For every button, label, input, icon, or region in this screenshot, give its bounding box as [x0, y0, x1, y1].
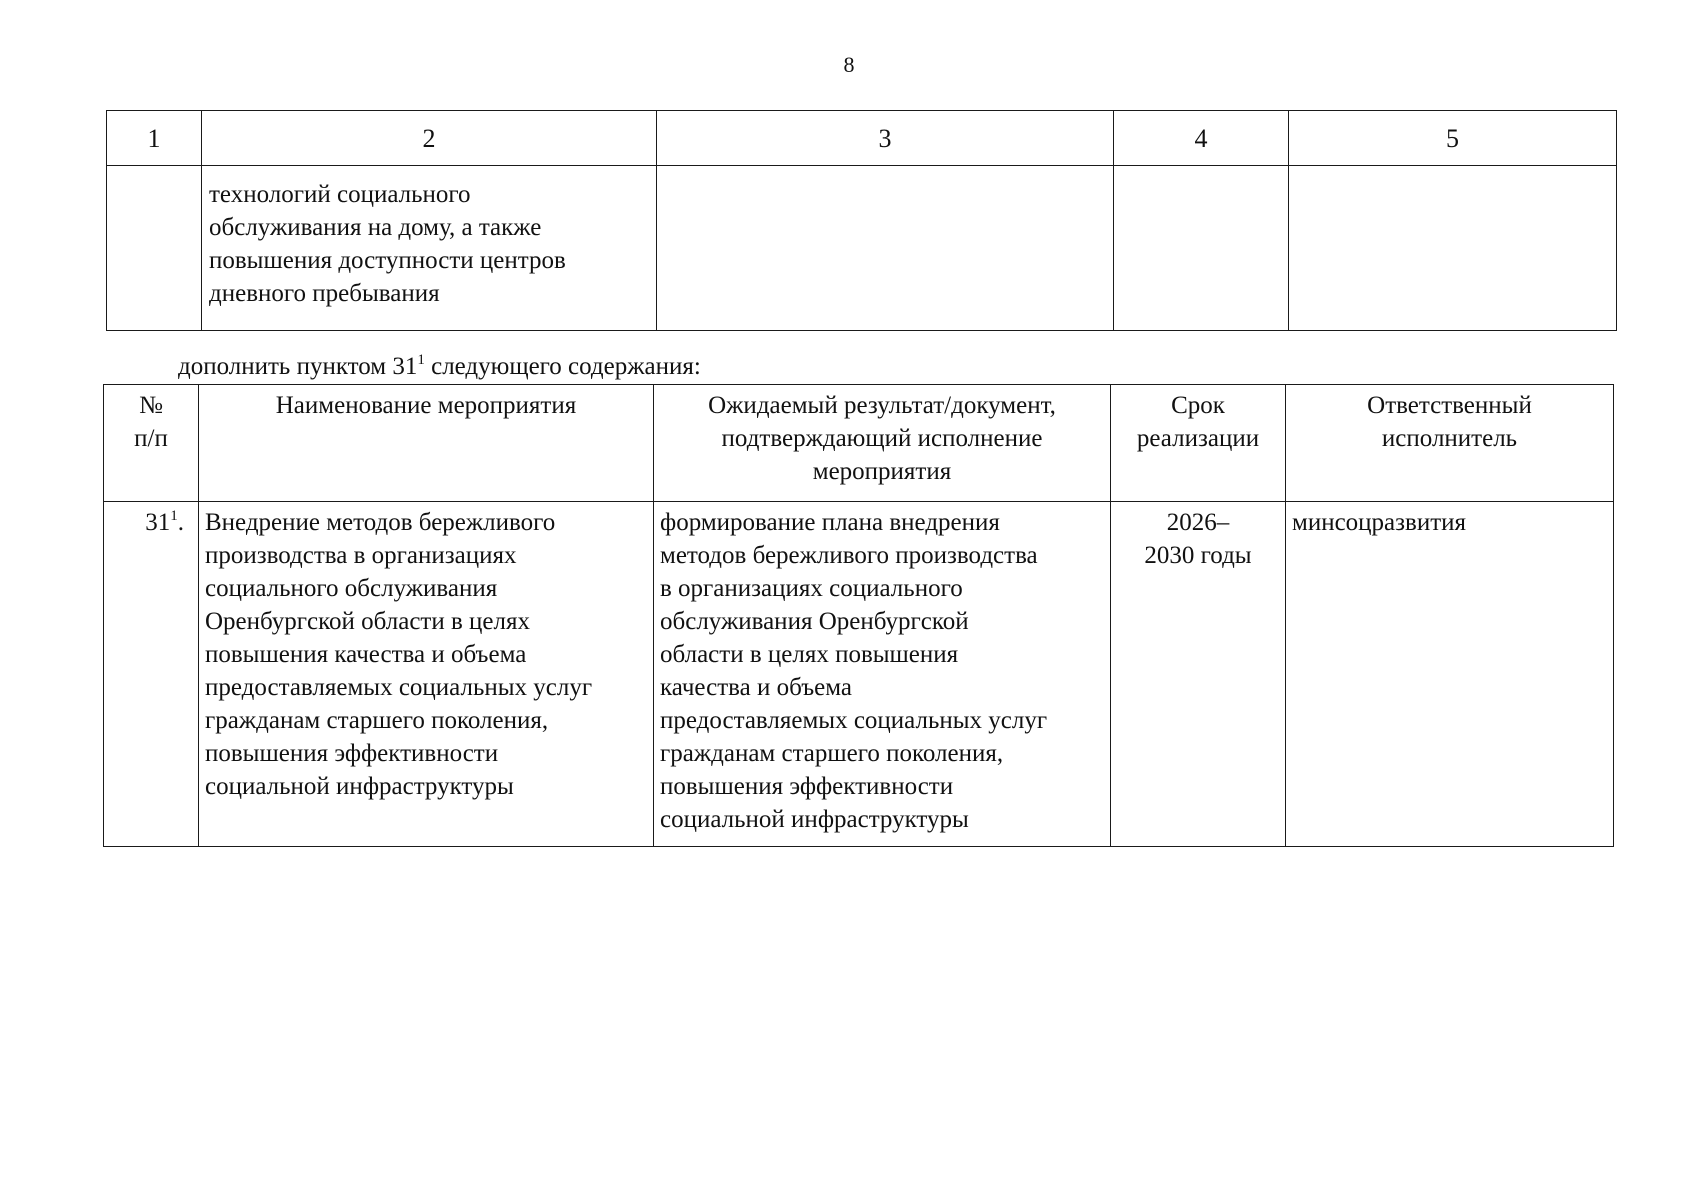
continuation-cell-5: [1289, 166, 1617, 331]
continuation-table: [106, 110, 1617, 331]
text-line: формирование плана внедрения: [660, 509, 1000, 536]
text-line: социальной инфраструктуры: [205, 773, 514, 800]
text-line: качества и объема: [660, 674, 852, 701]
text-line: в организациях социального: [660, 575, 963, 602]
header-name: [199, 385, 654, 502]
table-row: [104, 502, 1614, 847]
intro-sentence: [178, 352, 701, 382]
text-line: Внедрение методов бережливого: [205, 509, 556, 536]
responsible-executor: [1286, 502, 1614, 847]
text-line: производства в организациях: [205, 542, 517, 569]
header-line: реализации: [1136, 425, 1260, 452]
expected-result: [654, 502, 1111, 847]
header-responsible: [1286, 385, 1614, 502]
column-number-5: 5: [1289, 111, 1617, 166]
text-line: предоставляемых социальных услуг: [205, 674, 593, 701]
continuation-cell-4: [1114, 166, 1289, 331]
text-line: повышения доступности центров: [209, 247, 566, 274]
text-line: минсоцразвития: [1292, 509, 1467, 536]
text-line: технологий социального: [209, 181, 471, 208]
text-line: 2026–: [1166, 509, 1230, 536]
continuation-cell-3: [657, 166, 1114, 331]
text-line: обслуживания Оренбургской: [660, 608, 969, 635]
header-num: [104, 385, 199, 502]
header-term: [1111, 385, 1286, 502]
text-line: методов бережливого производства: [660, 542, 1038, 569]
text-line: повышения эффективности: [660, 773, 954, 800]
header-line: п/п: [134, 425, 168, 452]
column-number-3: 3: [657, 111, 1114, 166]
intro-text-end: следующего содержания:: [424, 353, 701, 380]
measures-table: [103, 384, 1614, 847]
header-line: Ответственный: [1367, 392, 1532, 419]
continuation-cell-1: [107, 166, 202, 331]
header-line: Срок: [1171, 392, 1225, 419]
header-result: [654, 385, 1111, 502]
row-number-superscript: 1: [170, 508, 178, 524]
text-line: 2030 годы: [1144, 542, 1252, 569]
column-number-row: [107, 111, 1617, 166]
text-line: дневного пребывания: [209, 280, 440, 307]
row-number: [104, 502, 199, 847]
column-number-2: 2: [202, 111, 657, 166]
intro-text: дополнить пунктом 31: [178, 353, 418, 380]
header-row: [104, 385, 1614, 502]
text-line: предоставляемых социальных услуг: [660, 707, 1048, 734]
intro-superscript: 1: [417, 352, 425, 368]
text-line: социального обслуживания: [205, 575, 498, 602]
row-number-suffix: .: [177, 509, 184, 536]
implementation-term: [1111, 502, 1286, 847]
text-line: Оренбургской области в целях: [205, 608, 530, 635]
text-line: гражданам старшего поколения,: [660, 740, 1004, 767]
text-line: повышения эффективности: [205, 740, 499, 767]
header-line: исполнитель: [1381, 425, 1518, 452]
header-line: Наименование мероприятия: [275, 392, 577, 419]
row-number-text: 31: [145, 509, 171, 536]
header-line: мероприятия: [812, 458, 952, 485]
header-line: №: [139, 392, 163, 419]
column-number-1: 1: [107, 111, 202, 166]
page-number: 8: [843, 52, 855, 77]
text-line: обслуживания на дому, а также: [209, 214, 542, 241]
header-line: Ожидаемый результат/документ,: [708, 392, 1056, 419]
text-line: социальной инфраструктуры: [660, 806, 969, 833]
text-line: гражданам старшего поколения,: [205, 707, 549, 734]
column-number-4: 4: [1114, 111, 1289, 166]
header-line: подтверждающий исполнение: [721, 425, 1043, 452]
text-line: повышения качества и объема: [205, 641, 527, 668]
continuation-row: [107, 166, 1617, 331]
measure-name: [199, 502, 654, 847]
text-line: области в целях повышения: [660, 641, 959, 668]
continuation-cell-2: [202, 166, 657, 331]
